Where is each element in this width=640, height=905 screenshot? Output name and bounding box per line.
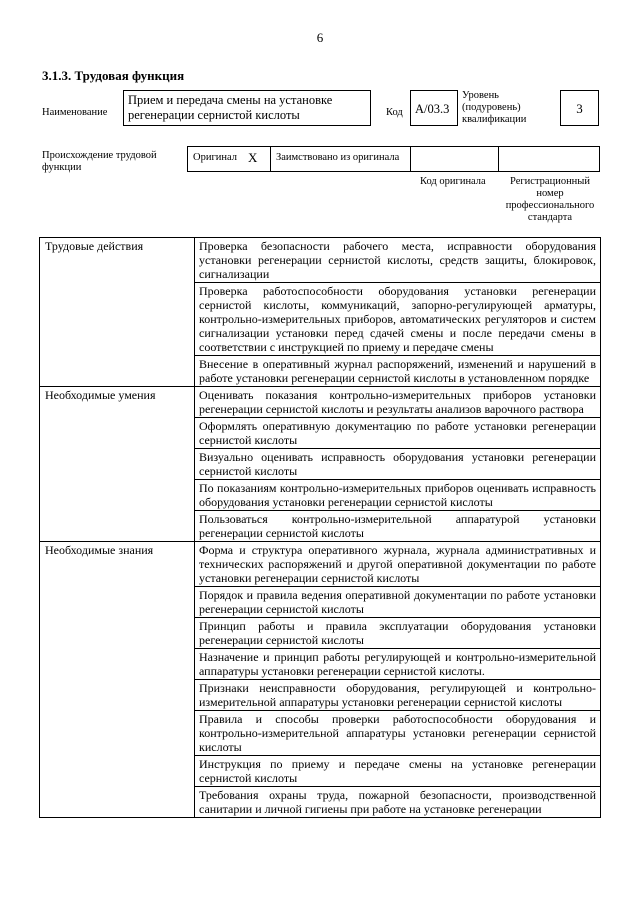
origin-label: Происхождение трудовой функции [42,150,157,173]
code-value: А/03.3 [410,90,458,126]
origin-divider [410,146,411,172]
page-number: 6 [316,30,324,45]
level-value: 3 [560,90,599,126]
item-cell: Инструкция по приему и передаче смены на установке регенерации сернистой кислоты [195,756,601,787]
item-cell: Внесение в оперативный журнал распоряжений, изменений и нарушений в работе установки регенерации сернистой кислоты в установленном порядке [195,356,601,387]
item-cell: Принцип работы и правила эксплуатации оборудования установки регенерации сернистой кислоты [195,618,601,649]
category-cell: Трудовые действия [40,238,195,387]
code-label: Код [386,107,403,118]
item-cell: Правила и способы проверки работоспособности оборудования и контрольно-измерительной аппаратуры установки регенерации сернистой кислоты [195,711,601,756]
table-row [40,238,601,283]
item-cell: Оценивать показания контрольно-измерительных приборов установки регенерации сернистой кислоты и результаты анализов варочного раствора [195,387,601,418]
function-table [39,237,601,818]
item-cell: Проверка работоспособности оборудования установки регенерации сернистой кислоты, коммуникаций, запорно-регулирующей арматуры, контрольно-измерительных приборов, автоматических регуляторов и систем сигнализации установки перед сдачей смены и после передачи смены в соответствии с инструкцией по приему и передаче смены [195,283,601,356]
item-cell: Требования охраны труда, пожарной безопасности, производственной санитарии и личной гигиены при работе на установке регенерации [195,787,601,818]
origin-divider [270,146,271,172]
table-row [40,542,601,587]
section-title: 3.1.3. Трудовая функция [42,68,185,83]
name-value: Прием и передача смены на установке регенерации сернистой кислоты [123,90,371,126]
borrowed-label: Заимствовано из оригинала [276,152,400,163]
category-cell: Необходимые знания [40,542,195,818]
item-cell: Признаки неисправности оборудования, регулирующей и контрольно-измерительной аппаратуры установки регенерации сернистой кислоты [195,680,601,711]
original-label: Оригинал [193,152,237,163]
item-cell: Оформлять оперативную документацию по работе установки регенерации сернистой кислоты [195,418,601,449]
level-label: Уровень (подуровень) квалификации [462,90,527,125]
item-cell: Порядок и правила ведения оперативной документации по работе установки регенерации сернистой кислоты [195,587,601,618]
category-cell: Необходимые умения [40,387,195,542]
code-original-label: Код оригинала [420,176,486,187]
item-cell: Визуально оценивать исправность оборудования установки регенерации сернистой кислоты [195,449,601,480]
name-label: Наименование [42,107,108,118]
reg-number-label: Регистрационный номер профессионального стандарта [505,176,595,223]
item-cell: По показаниям контрольно-измерительных приборов оценивать исправность оборудования установки регенерации сернистой кислоты [195,480,601,511]
item-cell: Форма и структура оперативного журнала, журнала административных и технических распоряжений и другой оперативной документации по работе установки регенерации сернистой кислоты [195,542,601,587]
original-mark: X [248,150,258,165]
item-cell: Пользоваться контрольно-измерительной аппаратурой установки регенерации сернистой кислоты [195,511,601,542]
item-cell: Проверка безопасности рабочего места, исправности оборудования установки регенерации сернистой кислоты, средств защиты, блокировок, сигнализации [195,238,601,283]
item-cell: Назначение и принцип работы регулирующей и контрольно-измерительной аппаратуры установки регенерации сернистой кислоты. [195,649,601,680]
origin-divider [498,146,499,172]
table-row [40,387,601,418]
